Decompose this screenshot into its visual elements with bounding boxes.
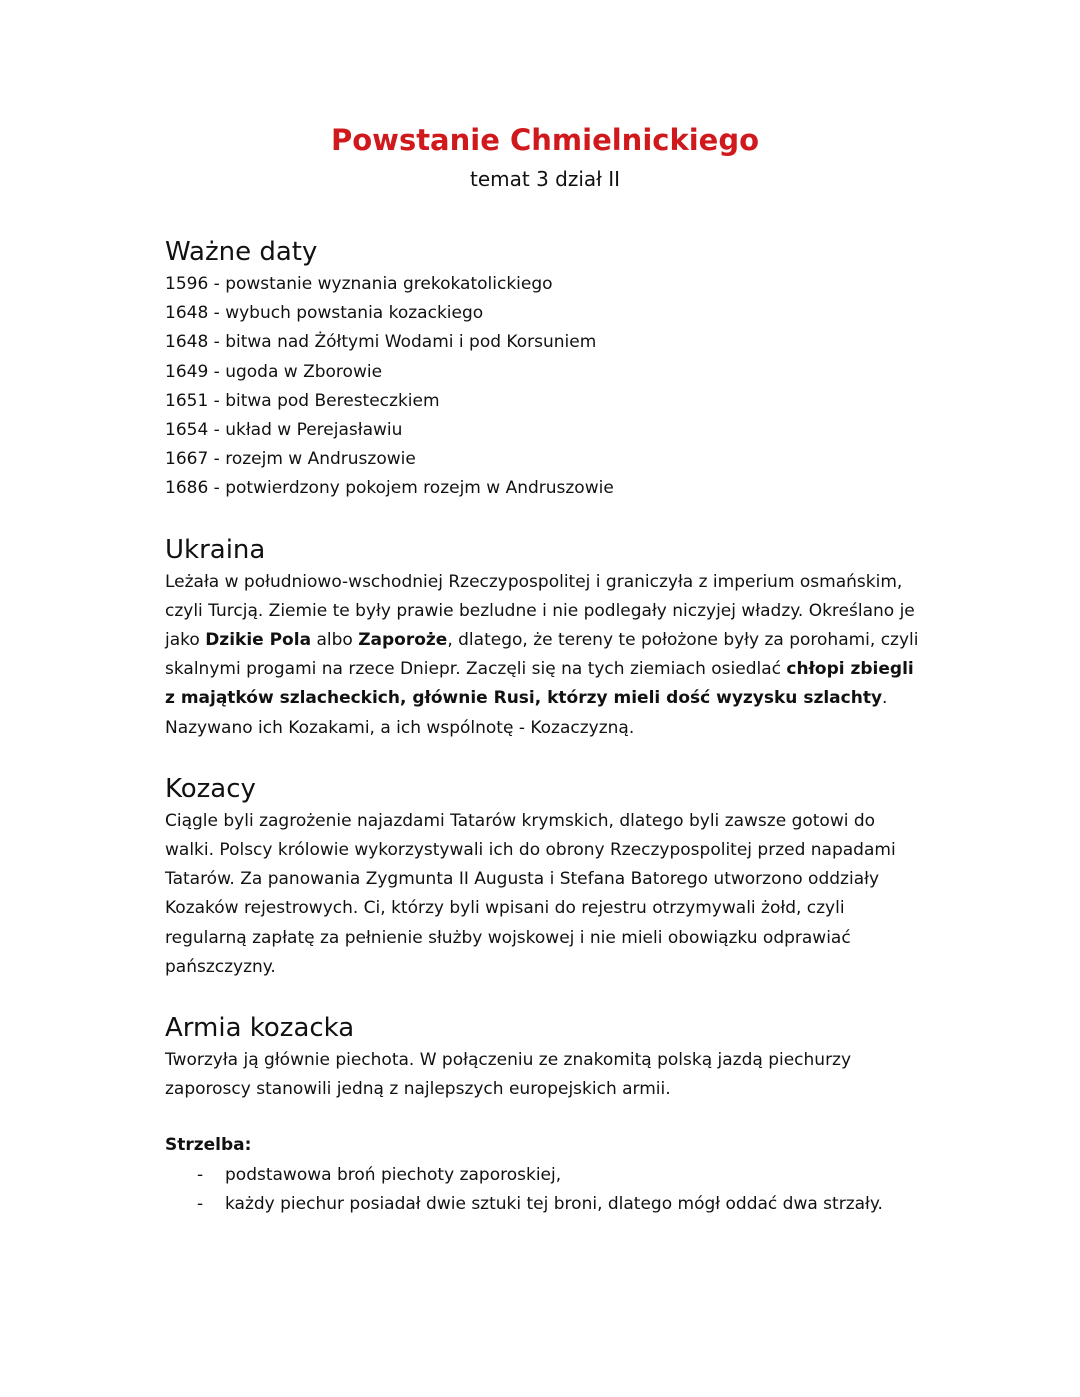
ukraina-bold-1: Dzikie Pola [205, 630, 312, 651]
date-item: 1649 - ugoda w Zborowie [165, 361, 383, 382]
bullet-dash: - [197, 1193, 204, 1214]
ukraina-bold-3: chłopi zbiegli z majątków szlacheckich, głównie Rusi, którzy mieli dość wyzysku szlachty [165, 659, 914, 709]
list-item-text: podstawowa broń piechoty zaporoskiej, [225, 1164, 562, 1185]
section-heading-ukraina: Ukraina [165, 534, 266, 565]
document-page [165, 118, 925, 1219]
page-subtitle: temat 3 dział II [469, 167, 620, 191]
ukraina-text-3: , dlatego, że tereny te położone były za porohami, czyli skalnymi progami na rzece Dniepr. Zaczęli się na tych ziemiach osiedlać [165, 630, 919, 680]
page-title: Powstanie Chmielnickiego [330, 123, 760, 157]
kozacy-paragraph: Ciągle byli zagrożenie najazdami Tatarów krymskich, dlatego byli zawsze gotowi do walki. Polscy królowie wykorzystywali ich do obrony Rzeczypospolitej przed napadami Tatarów. Za panowania Zygmunta II Augusta i Stefana Batorego utworzono oddziały Kozaków rejestrowych. Ci, którzy byli wpisani do rejestru otrzymywali żołd, czyli regularną zapłatę za pełnienie służby wojskowej i nie mieli obowiązku odprawiać pańszczyzny. [165, 810, 896, 977]
date-item: 1648 - bitwa nad Żółtymi Wodami i pod Korsuniem [165, 332, 597, 353]
ukraina-text-4: . Nazywano ich Kozakami, a ich wspólnotę - Kozaczyzną. [165, 688, 888, 738]
ukraina-paragraph [165, 568, 925, 743]
list-item-text: każdy piechur posiadał dwie sztuki tej broni, dlatego mógł oddać dwa strzały. [225, 1193, 883, 1214]
section-heading-armia: Armia kozacka [165, 1013, 355, 1044]
bullet-dash: - [197, 1164, 204, 1185]
date-item: 1648 - wybuch powstania kozackiego [165, 303, 484, 324]
date-item: 1686 - potwierdzony pokojem rozejm w Andruszowie [165, 478, 614, 499]
strzelba-label [165, 1131, 925, 1160]
section-heading-kozacy: Kozacy [165, 773, 256, 804]
ukraina-text-2: albo [311, 630, 359, 651]
date-item: 1651 - bitwa pod Beresteczkiem [165, 390, 440, 411]
list-item [165, 1161, 925, 1190]
ukraina-bold-2: Zaporoże [358, 630, 448, 651]
section-heading-dates: Ważne daty [165, 237, 318, 267]
date-item: 1596 - powstanie wyznania grekokatolickiego [165, 274, 553, 294]
armia-paragraph: Tworzyła ją głównie piechota. W połączeniu ze znakomitą polską jazdą piechurzy zaporoscy stanowili jedną z najlepszych europejskich armii. [165, 1050, 852, 1100]
list-item [165, 1190, 925, 1219]
dates-list [165, 270, 925, 504]
strzelba-list [165, 1161, 925, 1219]
ukraina-text-1: Leżała w południowo-wschodniej Rzeczypospolitej i graniczyła z imperium osmańskim, czyli Turcją. Ziemie te były prawie bezludne i nie podlegały niczyjej władzy. Określano je jako [165, 571, 915, 651]
date-item: 1667 - rozejm w Andruszowie [165, 449, 416, 470]
date-item: 1654 - układ w Perejasławiu [165, 420, 403, 441]
strzelba-label-text: Strzelba: [165, 1135, 252, 1156]
